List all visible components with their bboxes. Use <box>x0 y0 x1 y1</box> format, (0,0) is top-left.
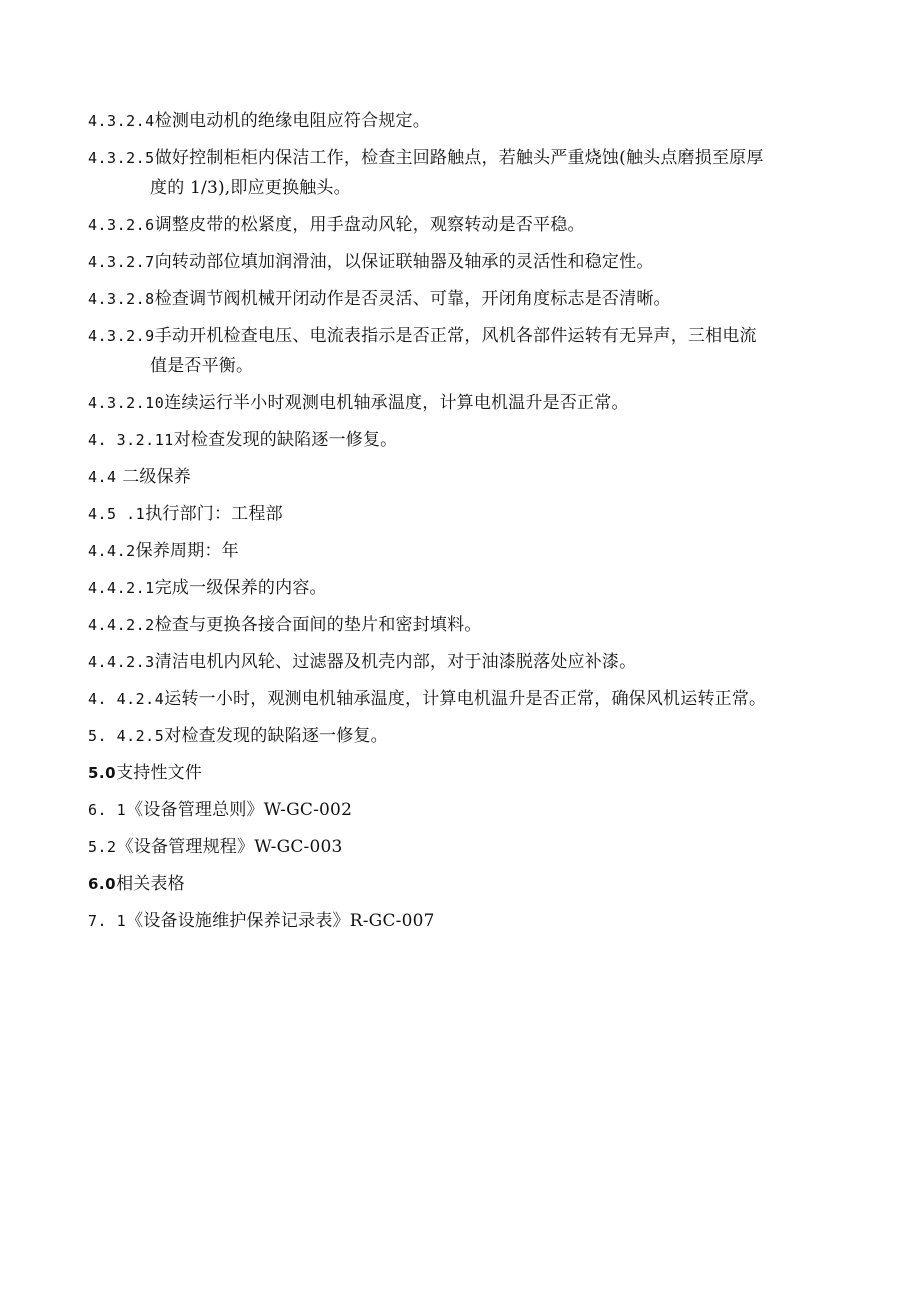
clause-text: 连续运行半小时观测电机轴承温度，计算电机温升是否正常。 <box>164 393 629 413</box>
section-heading-supporting-documents <box>88 758 848 788</box>
clause-number: 4.4.2.2 <box>88 616 155 634</box>
document-page <box>88 106 848 943</box>
clause-text: 对检查发现的缺陷逐一修复。 <box>173 430 398 450</box>
reference-maintenance-record-form <box>88 906 848 936</box>
clause-text: 二级保养 <box>116 467 191 487</box>
clause-text: 执行部门：工程部 <box>145 504 283 524</box>
clause-number: 7. 1 <box>88 912 127 930</box>
reference-equipment-general <box>88 795 848 825</box>
section-title: 支持性文件 <box>116 763 203 783</box>
reference-text: 《设备管理总则》W-GC-002 <box>126 800 353 820</box>
clause-4-4-2-4 <box>88 684 848 714</box>
section-heading-related-forms <box>88 869 848 899</box>
clause-number: 4.3.2.9 <box>88 327 155 345</box>
clause-text: 手动开机检查电压、电流表指示是否正常，风机各部件运转有无异声，三相电流 <box>154 326 757 346</box>
clause-4-4-2-2 <box>88 610 848 640</box>
clause-number: 4.5 .1 <box>88 505 146 523</box>
clause-number: 4.3.2.10 <box>88 394 165 412</box>
clause-number: 4.3.2.8 <box>88 290 155 308</box>
section-4-4 <box>88 462 848 492</box>
clause-text: 检查与更换各接合面间的垫片和密封填料。 <box>154 615 482 635</box>
section-number: 5.0 <box>88 764 117 782</box>
clause-4-3-2-10 <box>88 388 848 418</box>
clause-text: 对检查发现的缺陷逐一修复。 <box>164 726 388 746</box>
clause-number: 4.4 <box>88 468 117 486</box>
clause-4-5-1 <box>88 499 848 529</box>
clause-4-3-2-4 <box>88 106 848 136</box>
clause-number: 4. 3.2.11 <box>88 431 174 449</box>
clause-number: 5.2 <box>88 838 117 856</box>
clause-number: 4.3.2.6 <box>88 216 155 234</box>
clause-4-4-2-1 <box>88 573 848 603</box>
clause-4-3-2-5 <box>88 143 848 203</box>
clause-number: 6. 1 <box>88 801 127 819</box>
clause-number: 5. 4.2.5 <box>88 727 165 745</box>
section-number: 6.0 <box>88 875 117 893</box>
reference-text: 《设备设施维护保养记录表》R-GC-007 <box>126 911 435 931</box>
clause-4-3-2-8 <box>88 284 848 314</box>
clause-4-3-2-7 <box>88 247 848 277</box>
clause-text: 做好控制柜柜内保洁工作，检查主回路触点，若触头严重烧蚀(触头点磨损至原厚 <box>154 148 764 168</box>
clause-text: 检测电动机的绝缘电阻应符合规定。 <box>154 111 430 131</box>
clause-number: 4.4.2.1 <box>88 579 155 597</box>
clause-4-3-2-9 <box>88 321 848 381</box>
clause-4-3-2-6 <box>88 210 848 240</box>
clause-continuation: 值是否平衡。 <box>150 356 254 376</box>
clause-text: 清洁电机内风轮、过滤器及机壳内部，对于油漆脱落处应补漆。 <box>154 652 637 672</box>
clause-number: 4. 4.2.4 <box>88 690 165 708</box>
clause-text: 向转动部位填加润滑油，以保证联轴器及轴承的灵活性和稳定性。 <box>154 252 654 272</box>
section-title: 相关表格 <box>116 874 185 894</box>
clause-4-4-2-3 <box>88 647 848 677</box>
reference-text: 《设备管理规程》W-GC-003 <box>116 837 343 857</box>
clause-text: 完成一级保养的内容。 <box>154 578 327 598</box>
clause-continuation: 度的 1/3),即应更换触头。 <box>150 178 351 198</box>
clause-number: 4.3.2.5 <box>88 149 155 167</box>
clause-4-4-2 <box>88 536 848 566</box>
clause-4-2-5 <box>88 721 848 751</box>
clause-4-3-2-11 <box>88 425 848 455</box>
clause-number: 4.3.2.7 <box>88 253 155 271</box>
clause-text: 运转一小时，观测电机轴承温度，计算电机温升是否正常，确保风机运转正常。 <box>164 689 767 709</box>
clause-text: 调整皮带的松紧度，用手盘动风轮，观察转动是否平稳。 <box>154 215 585 235</box>
clause-number: 4.4.2.3 <box>88 653 155 671</box>
clause-number: 4.3.2.4 <box>88 112 155 130</box>
clause-text: 检查调节阀机械开闭动作是否灵活、可靠，开闭角度标志是否清晰。 <box>154 289 671 309</box>
reference-equipment-rules <box>88 832 848 862</box>
clause-number: 4.4.2 <box>88 542 136 560</box>
clause-text: 保养周期：年 <box>135 541 239 561</box>
